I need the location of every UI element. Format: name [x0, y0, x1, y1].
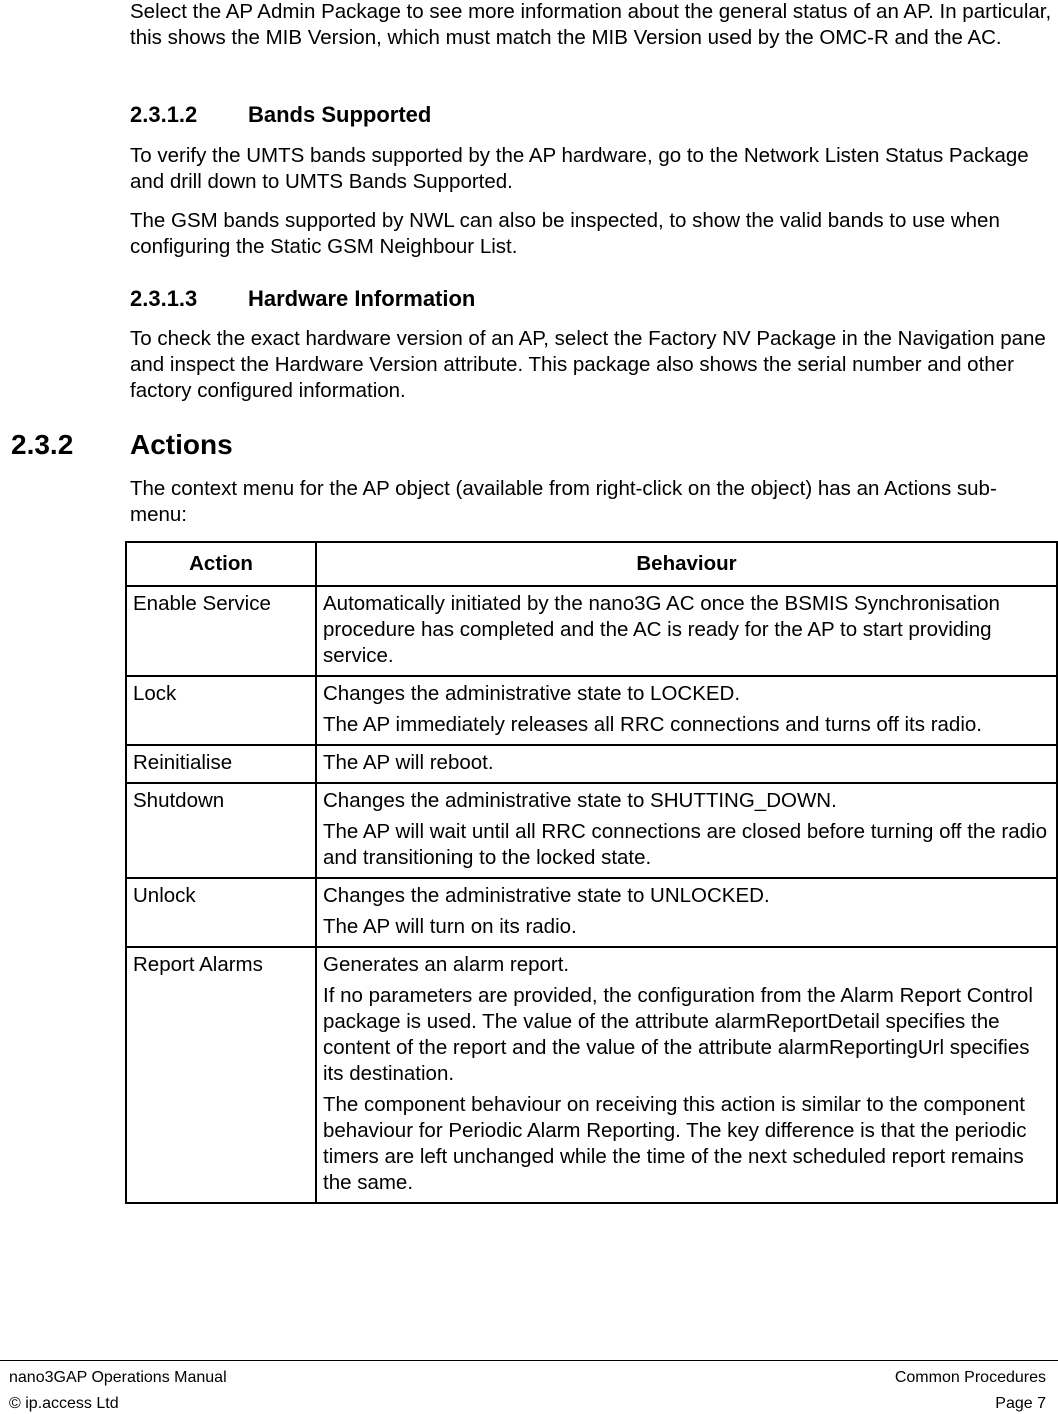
- heading-title: Hardware Information: [248, 286, 476, 311]
- action-cell: Report Alarms: [126, 947, 316, 1203]
- column-header-behaviour: Behaviour: [316, 542, 1057, 586]
- behaviour-text: The component behaviour on receiving this action is similar to the component behaviour for Periodic Alarm Reporting. The key difference is that the periodic timers are left unchanged while the time of the next scheduled report remains the same.: [323, 1093, 1027, 1194]
- heading-number: 2.3.2: [11, 429, 74, 460]
- bands-paragraph-2: The GSM bands supported by NWL can also be inspected, to show the valid bands to use when configuring the Static GSM Neighbour List.: [130, 209, 1000, 258]
- behaviour-cell: [316, 676, 1057, 745]
- footer-page-number: Page 7: [995, 1395, 1046, 1412]
- footer-chapter: Common Procedures: [894, 1369, 1046, 1386]
- action-cell: Enable Service: [126, 586, 316, 676]
- intro-paragraph: Select the AP Admin Package to see more information about the general status of an AP. In particular, this shows the MIB Version, which must match the MIB Version used by the OMC-R and the AC.: [130, 0, 1052, 49]
- table-row: [126, 676, 1057, 745]
- footer-divider: [0, 1360, 1058, 1361]
- action-cell: Lock: [126, 676, 316, 745]
- table-row: [126, 947, 1057, 1203]
- heading-bands-supported: [130, 101, 431, 129]
- hardware-paragraph: To check the exact hardware version of an AP, select the Factory NV Package in the Navigation pane and inspect the Hardware Version attribute. This package also shows the serial number and other factory configured information.: [130, 327, 1046, 402]
- heading-title: Bands Supported: [248, 102, 432, 127]
- behaviour-cell: [316, 783, 1057, 878]
- table-row: [126, 586, 1057, 676]
- behaviour-cell: [316, 947, 1057, 1203]
- table-row: [126, 783, 1057, 878]
- behaviour-cell: [316, 586, 1057, 676]
- heading-actions: [11, 428, 233, 462]
- actions-intro: The context menu for the AP object (available from right-click on the object) has an Actions sub-menu:: [130, 477, 997, 526]
- behaviour-text: If no parameters are provided, the configuration from the Alarm Report Control package is used. The value of the attribute alarmReportDetail specifies the content of the report and the value of the attribute alarmReportingUrl specifies its destination.: [323, 984, 1033, 1085]
- behaviour-text: The AP will wait until all RRC connections are closed before turning off the radio and transitioning to the locked state.: [323, 820, 1047, 869]
- actions-table: [125, 541, 1058, 1204]
- bands-paragraph-1: To verify the UMTS bands supported by the AP hardware, go to the Network Listen Status Package and drill down to UMTS Bands Supported.: [130, 144, 1029, 193]
- heading-title: Actions: [130, 429, 233, 460]
- heading-number: 2.3.1.2: [130, 102, 198, 127]
- footer-copyright: © ip.access Ltd: [9, 1395, 119, 1412]
- behaviour-text: Changes the administrative state to SHUTTING_DOWN.: [323, 789, 837, 812]
- action-cell: Shutdown: [126, 783, 316, 878]
- behaviour-text: Generates an alarm report.: [323, 953, 570, 976]
- behaviour-text: The AP will reboot.: [323, 751, 494, 774]
- table-header-row: [126, 542, 1057, 586]
- footer-doc-title: nano3GAP Operations Manual: [9, 1369, 227, 1386]
- behaviour-text: Automatically initiated by the nano3G AC once the BSMIS Synchronisation procedure has completed and the AC is ready for the AP to start providing service.: [323, 592, 1000, 667]
- behaviour-text: The AP immediately releases all RRC connections and turns off its radio.: [323, 713, 982, 736]
- action-cell: Unlock: [126, 878, 316, 947]
- heading-number: 2.3.1.3: [130, 286, 198, 311]
- behaviour-cell: [316, 878, 1057, 947]
- behaviour-cell: [316, 745, 1057, 783]
- heading-hardware-information: [130, 285, 475, 313]
- table-row: [126, 745, 1057, 783]
- table-row: [126, 878, 1057, 947]
- behaviour-text: The AP will turn on its radio.: [323, 915, 577, 938]
- action-cell: Reinitialise: [126, 745, 316, 783]
- behaviour-text: Changes the administrative state to LOCKED.: [323, 682, 741, 705]
- column-header-action: Action: [126, 542, 316, 586]
- behaviour-text: Changes the administrative state to UNLOCKED.: [323, 884, 770, 907]
